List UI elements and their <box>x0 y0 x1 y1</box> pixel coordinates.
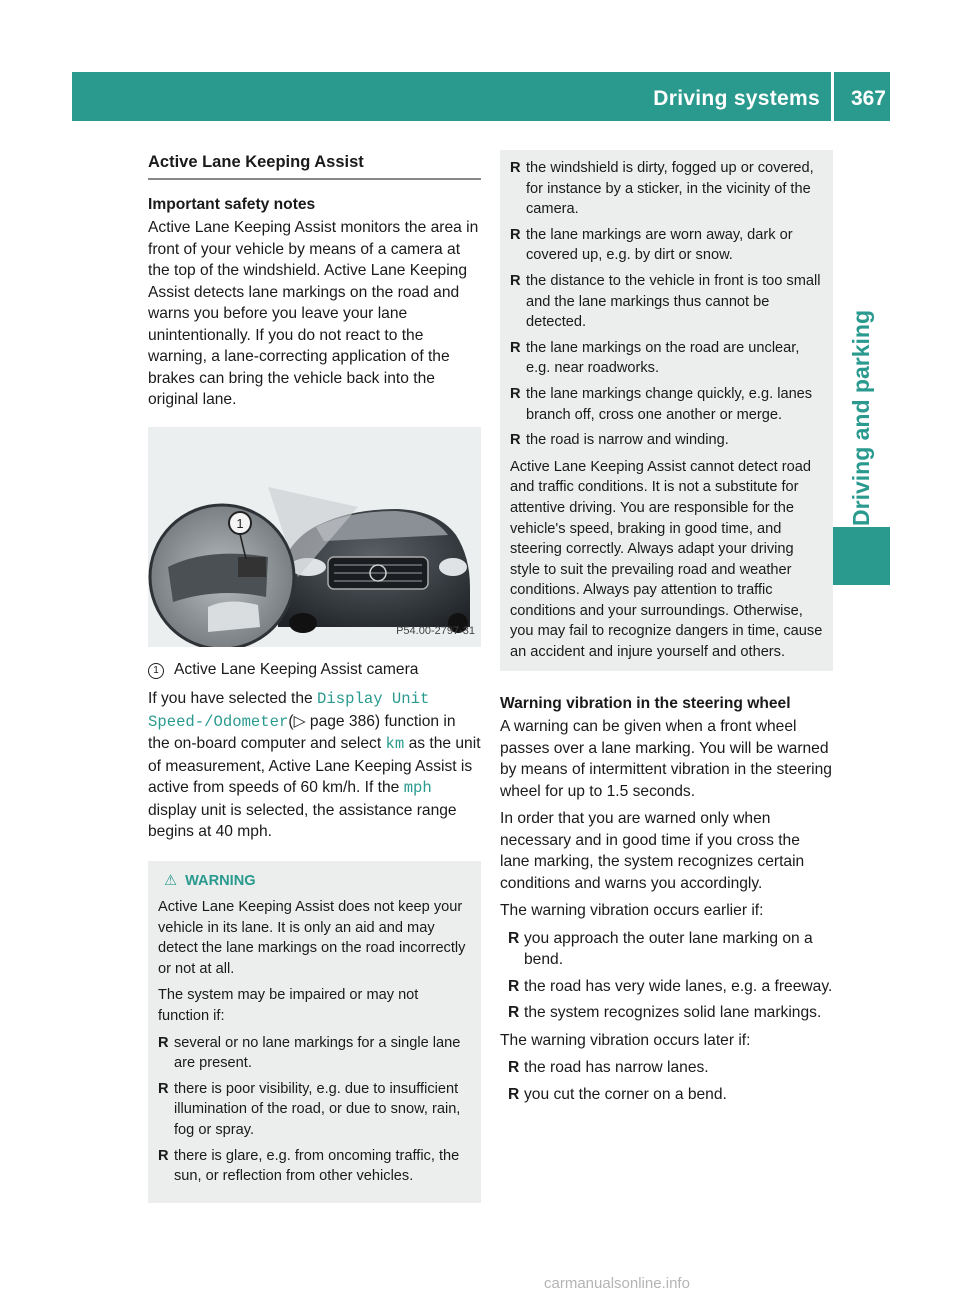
warning-header <box>158 871 473 892</box>
bullet-text: there is poor visibility, e.g. due to insufficient illumination of the road, or due to snow, rain, fog or spray. <box>174 1080 461 1139</box>
bullet-mark: R <box>510 226 521 243</box>
para-text: (▷ page 386) function in the on-board computer and select <box>148 712 456 752</box>
vibration-paragraph-1: A warning can be given when a front wheel passes over a lane marking. You will be warned by means of intermittent vibration in the steering wheel for up to 1.5 seconds. <box>500 718 832 800</box>
bullet-mark: R <box>510 339 521 356</box>
bullet-text: the road is narrow and winding. <box>526 432 729 449</box>
header-bar <box>72 72 890 121</box>
bullet-text: you approach the outer lane marking on a bend. <box>524 929 813 969</box>
bullet-text: the road has very wide lanes, e.g. a freeway. <box>524 977 833 995</box>
warning-text-2: The system may be impaired or may not function if: <box>158 987 419 1025</box>
bullet-mark: R <box>158 1080 169 1097</box>
bullet-mark: R <box>510 385 521 402</box>
warning-bullets <box>158 1033 473 1187</box>
display-unit-paragraph <box>148 688 481 843</box>
bullet-text: the windshield is dirty, fogged up or covered, for instance by a sticker, in the vicinity of the camera. <box>526 160 814 218</box>
list-item <box>510 430 825 451</box>
bullet-mark: R <box>508 1059 520 1077</box>
unit-km: km <box>385 735 405 753</box>
warning-title: WARNING <box>185 872 256 889</box>
list-item <box>508 1084 833 1106</box>
camera-illustration <box>148 427 481 647</box>
watermark: carmanualsonline.info <box>544 1275 690 1292</box>
side-tab-marker <box>832 527 890 585</box>
bullet-text: the lane markings change quickly, e.g. lanes branch off, cross one another or merge. <box>526 385 813 423</box>
bullet-mark: R <box>508 929 520 947</box>
figure-code: P54.00-2797-31 <box>396 625 475 637</box>
para-text: display unit is selected, the assistance range begins at 40 mph. <box>148 801 457 840</box>
bullet-mark: R <box>508 977 520 995</box>
bullet-mark: R <box>158 1147 169 1164</box>
responsibility-text: Active Lane Keeping Assist cannot detect road and traffic conditions. It is not a substitute for attentive driving. You are responsible for the vehicle's speed, braking in good time, and steering correctly. Always adapt your driving style to suit the prevailing road and weather conditions. Always pay attention to traffic conditions and your surroundings. Otherwise, you may fail to recognize dangers in time, cause an accident and injure yourself and others. <box>510 458 823 661</box>
bullet-text: several or no lane markings for a single lane are present. <box>174 1034 461 1072</box>
list-item <box>510 225 825 266</box>
caption-number: 1 <box>148 663 164 679</box>
bullet-text: the system recognizes solid lane markings. <box>524 1004 822 1022</box>
bullet-mark: R <box>510 160 521 176</box>
chapter-title: Driving systems <box>653 87 820 110</box>
bullet-mark: R <box>510 432 521 449</box>
list-item <box>508 1057 833 1079</box>
list-item <box>158 1033 473 1074</box>
earlier-intro: The warning vibration occurs earlier if: <box>500 902 764 920</box>
list-item <box>510 384 825 425</box>
right-column <box>500 150 833 1111</box>
sub-title-vibration: Warning vibration in the steering wheel <box>500 694 791 712</box>
vibration-paragraph-2: In order that you are warned only when necessary and in good time if you cross the lane marking, the system recognizes certain conditions and warns you accordingly. <box>500 810 805 892</box>
list-item <box>510 338 825 379</box>
later-bullets <box>500 1057 833 1105</box>
header-divider <box>831 72 834 121</box>
list-item <box>508 1002 833 1024</box>
warning-box <box>148 861 481 1203</box>
intro-paragraph: Active Lane Keeping Assist monitors the area in front of your vehicle by means of a camera at the top of the windshield. Active Lane Keeping Assist detects lane markings on the road and warns you before you leave your lane unintentionally. If you do not react to the warning, a lane-correcting application of the brakes can bring the vehicle back into the original lane. <box>148 219 479 408</box>
caption-text: Active Lane Keeping Assist camera <box>174 660 419 678</box>
bullet-mark: R <box>158 1034 169 1051</box>
impairment-bullets <box>510 158 825 451</box>
figure-callout: 1 <box>236 515 244 531</box>
earlier-bullets <box>500 928 833 1024</box>
bullet-text: the road has narrow lanes. <box>524 1059 709 1077</box>
section-title: Active Lane Keeping Assist <box>148 152 481 180</box>
side-tab-label: Driving and parking <box>848 310 874 526</box>
bullet-text: the lane markings are worn away, dark or covered up, e.g. by dirt or snow. <box>526 226 793 264</box>
bullet-text: you cut the corner on a bend. <box>524 1085 727 1103</box>
bullet-mark: R <box>508 1004 520 1022</box>
warning-triangle-icon: ⚠ <box>164 872 178 889</box>
left-column <box>148 152 481 1203</box>
warning-text: Active Lane Keeping Assist does not keep your vehicle in its lane. It is only an aid and may detect the lane markings on the road incorrectly or not at all. <box>158 899 466 977</box>
list-item <box>158 1146 473 1187</box>
bullet-mark: R <box>508 1085 520 1103</box>
warning-box-continued <box>500 150 833 671</box>
bullet-text: the distance to the vehicle in front is too small and the lane markings thus cannot be detected. <box>526 272 821 331</box>
page-number: 367 <box>850 87 886 110</box>
list-item <box>510 158 825 220</box>
unit-mph: mph <box>403 779 432 797</box>
figure-caption <box>148 659 481 681</box>
bullet-mark: R <box>510 272 521 289</box>
para-text: If you have selected the <box>148 690 318 707</box>
bullet-text: there is glare, e.g. from oncoming traffic, the sun, or reflection from other vehicles. <box>174 1147 460 1185</box>
list-item <box>508 976 833 998</box>
sub-title-safety: Important safety notes <box>148 195 316 213</box>
menu-item-display-unit: Display Unit Speed-/Odometer <box>148 690 430 731</box>
bullet-text: the lane markings on the road are unclear, e.g. near roadworks. <box>526 339 800 377</box>
para-text: as the unit of measurement, Active Lane Keeping Assist is active from speeds of 60 km/h. If the <box>148 735 481 796</box>
later-intro: The warning vibration occurs later if: <box>500 1031 751 1049</box>
camera-figure <box>148 427 481 647</box>
list-item <box>508 928 833 971</box>
list-item <box>158 1079 473 1141</box>
list-item <box>510 271 825 333</box>
